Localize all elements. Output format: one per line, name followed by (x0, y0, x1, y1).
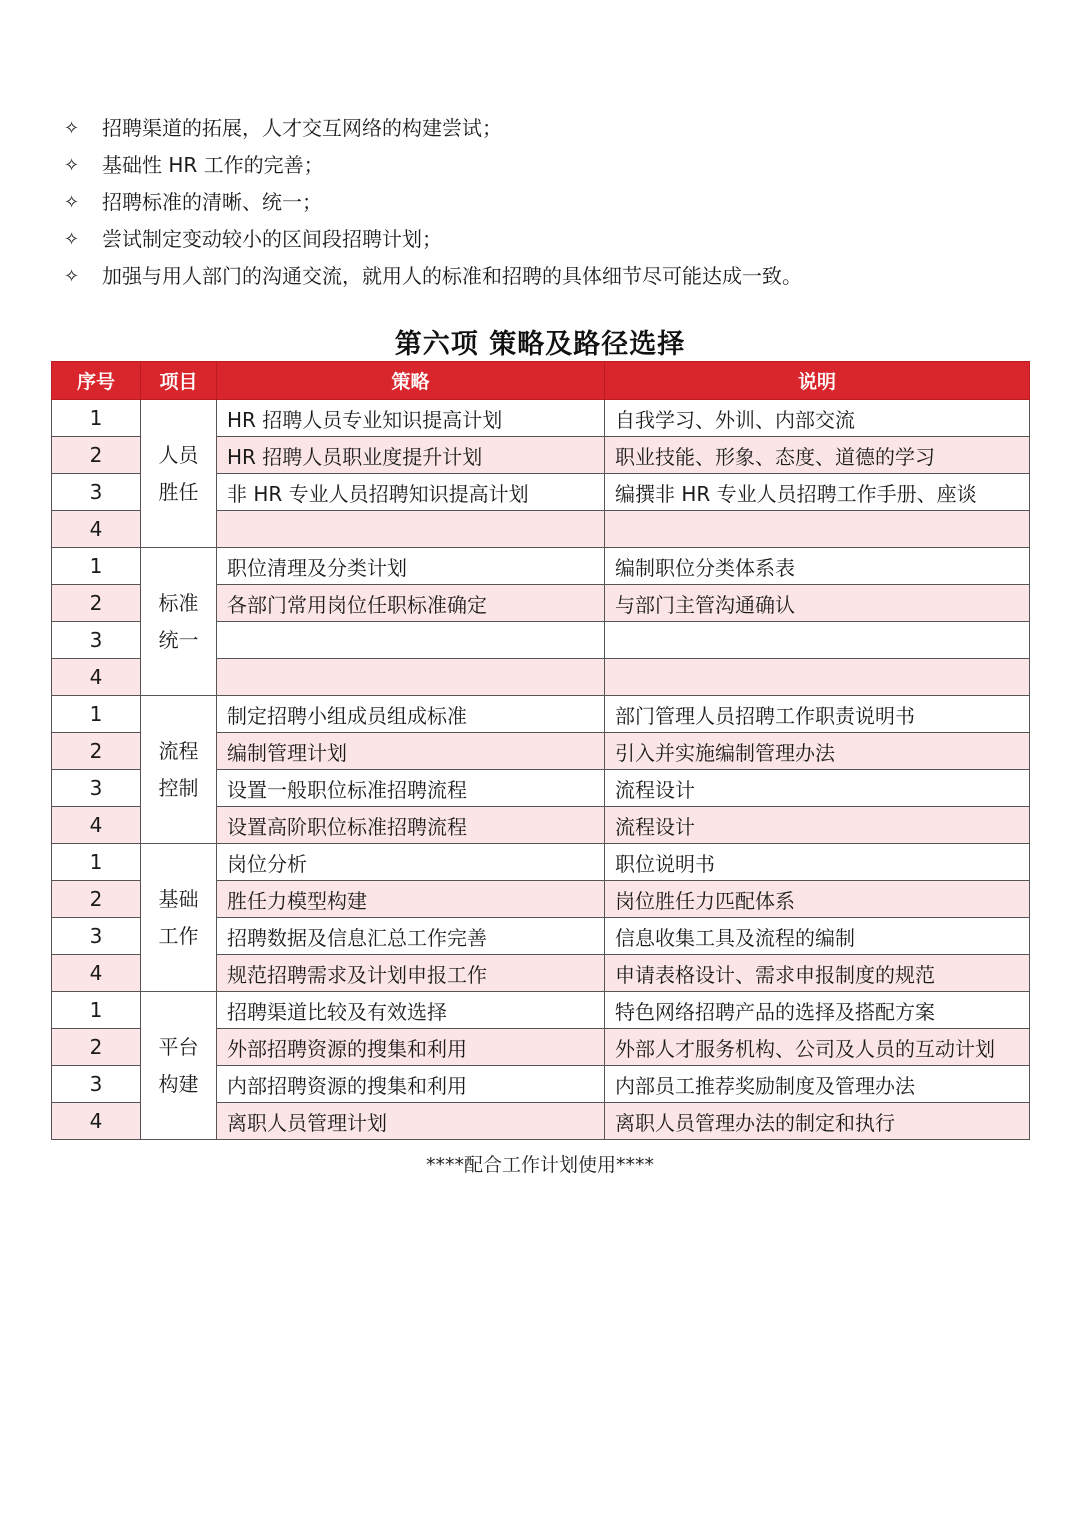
strategy-cell: 招聘数据及信息汇总工作完善 (217, 918, 605, 955)
category-cell (141, 400, 217, 548)
table-row (52, 992, 1030, 1029)
bullet-item (64, 184, 1024, 221)
row-index: 1 (52, 400, 141, 437)
footer-note: ****配合工作计划使用**** (425, 1154, 654, 1176)
description-cell (605, 622, 1030, 659)
row-index: 4 (52, 807, 141, 844)
bullet-item (64, 258, 1024, 295)
strategy-cell: 规范招聘需求及计划申报工作 (217, 955, 605, 992)
strategy-cell: 招聘渠道比较及有效选择 (217, 992, 605, 1029)
bullet-text: 招聘标准的清晰、统一； (102, 190, 322, 214)
row-index: 1 (52, 992, 141, 1029)
row-index: 1 (52, 548, 141, 585)
category-label: 人员 (158, 442, 199, 467)
row-index: 2 (52, 733, 141, 770)
description-cell: 编制职位分类体系表 (605, 548, 1030, 585)
bullet-text: 招聘渠道的拓展，人才交互网络的构建尝试； (102, 116, 502, 140)
sparkle-bullet-icon: ✧ (64, 229, 80, 250)
strategy-cell: 设置高阶职位标准招聘流程 (217, 807, 605, 844)
row-index: 2 (52, 1029, 141, 1066)
category-label: 基础 (158, 886, 199, 911)
category-label: 平台 (158, 1034, 199, 1059)
row-index: 1 (52, 844, 141, 881)
description-cell: 外部人才服务机构、公司及人员的互动计划 (605, 1029, 1030, 1066)
category-label: 胜任 (158, 479, 199, 504)
description-cell: 申请表格设计、需求申报制度的规范 (605, 955, 1030, 992)
description-cell: 离职人员管理办法的制定和执行 (605, 1103, 1030, 1140)
row-index: 3 (52, 1066, 141, 1103)
header-description: 说明 (605, 362, 1030, 400)
description-cell: 职业技能、形象、态度、道德的学习 (605, 437, 1030, 474)
description-cell (605, 659, 1030, 696)
strategy-cell: 岗位分析 (217, 844, 605, 881)
bullet-text: 尝试制定变动较小的区间段招聘计划； (102, 227, 442, 251)
bullet-item (64, 221, 1024, 258)
bullet-list (64, 110, 1024, 295)
strategy-cell (217, 511, 605, 548)
row-index: 3 (52, 918, 141, 955)
description-cell: 信息收集工具及流程的编制 (605, 918, 1030, 955)
row-index: 2 (52, 881, 141, 918)
category-label: 工作 (158, 923, 199, 948)
strategy-cell: 外部招聘资源的搜集和利用 (217, 1029, 605, 1066)
table-row (52, 844, 1030, 881)
strategy-cell: HR 招聘人员职业度提升计划 (217, 437, 605, 474)
description-cell: 与部门主管沟通确认 (605, 585, 1030, 622)
strategy-cell: 制定招聘小组成员组成标准 (217, 696, 605, 733)
section-title: 第六项 策略及路径选择 (394, 329, 686, 360)
bullet-text: 加强与用人部门的沟通交流，就用人的标准和招聘的具体细节尽可能达成一致。 (102, 264, 802, 288)
row-index: 4 (52, 1103, 141, 1140)
row-index: 2 (52, 585, 141, 622)
category-cell (141, 992, 217, 1140)
row-index: 4 (52, 659, 141, 696)
header-strategy: 策略 (217, 362, 605, 400)
strategy-cell (217, 622, 605, 659)
sparkle-bullet-icon: ✧ (64, 192, 80, 213)
row-index: 3 (52, 474, 141, 511)
strategy-cell: 非 HR 专业人员招聘知识提高计划 (217, 474, 605, 511)
table-row (52, 400, 1030, 437)
description-cell: 自我学习、外训、内部交流 (605, 400, 1030, 437)
category-label: 流程 (158, 738, 199, 763)
table-row (52, 696, 1030, 733)
category-label: 构建 (158, 1071, 199, 1096)
row-index: 3 (52, 770, 141, 807)
category-label: 标准 (158, 590, 199, 615)
row-index: 2 (52, 437, 141, 474)
description-cell (605, 511, 1030, 548)
header-index: 序号 (52, 362, 141, 400)
description-cell: 职位说明书 (605, 844, 1030, 881)
header-item: 项目 (141, 362, 217, 400)
table-header-row (52, 362, 1030, 400)
row-index: 1 (52, 696, 141, 733)
sparkle-bullet-icon: ✧ (64, 118, 80, 139)
sparkle-bullet-icon: ✧ (64, 266, 80, 287)
category-cell (141, 548, 217, 696)
description-cell: 特色网络招聘产品的选择及搭配方案 (605, 992, 1030, 1029)
strategy-cell: 职位清理及分类计划 (217, 548, 605, 585)
strategy-cell: 内部招聘资源的搜集和利用 (217, 1066, 605, 1103)
description-cell: 内部员工推荐奖励制度及管理办法 (605, 1066, 1030, 1103)
description-cell: 流程设计 (605, 807, 1030, 844)
description-cell: 部门管理人员招聘工作职责说明书 (605, 696, 1030, 733)
category-label: 控制 (158, 775, 199, 800)
category-cell (141, 844, 217, 992)
table-body (52, 400, 1030, 1140)
strategy-cell: 各部门常用岗位任职标准确定 (217, 585, 605, 622)
category-label: 统一 (158, 627, 199, 652)
category-cell (141, 696, 217, 844)
strategy-cell: HR 招聘人员专业知识提高计划 (217, 400, 605, 437)
row-index: 4 (52, 955, 141, 992)
row-index: 3 (52, 622, 141, 659)
bullet-text: 基础性 HR 工作的完善； (102, 153, 324, 177)
strategy-cell: 编制管理计划 (217, 733, 605, 770)
table-row (52, 548, 1030, 585)
sparkle-bullet-icon: ✧ (64, 155, 80, 176)
strategy-cell: 设置一般职位标准招聘流程 (217, 770, 605, 807)
strategy-table (51, 361, 1030, 1140)
bullet-item (64, 147, 1024, 184)
strategy-cell: 离职人员管理计划 (217, 1103, 605, 1140)
description-cell: 引入并实施编制管理办法 (605, 733, 1030, 770)
description-cell: 流程设计 (605, 770, 1030, 807)
strategy-cell (217, 659, 605, 696)
description-cell: 岗位胜任力匹配体系 (605, 881, 1030, 918)
row-index: 4 (52, 511, 141, 548)
description-cell: 编撰非 HR 专业人员招聘工作手册、座谈 (605, 474, 1030, 511)
strategy-cell: 胜任力模型构建 (217, 881, 605, 918)
bullet-item (64, 110, 1024, 147)
